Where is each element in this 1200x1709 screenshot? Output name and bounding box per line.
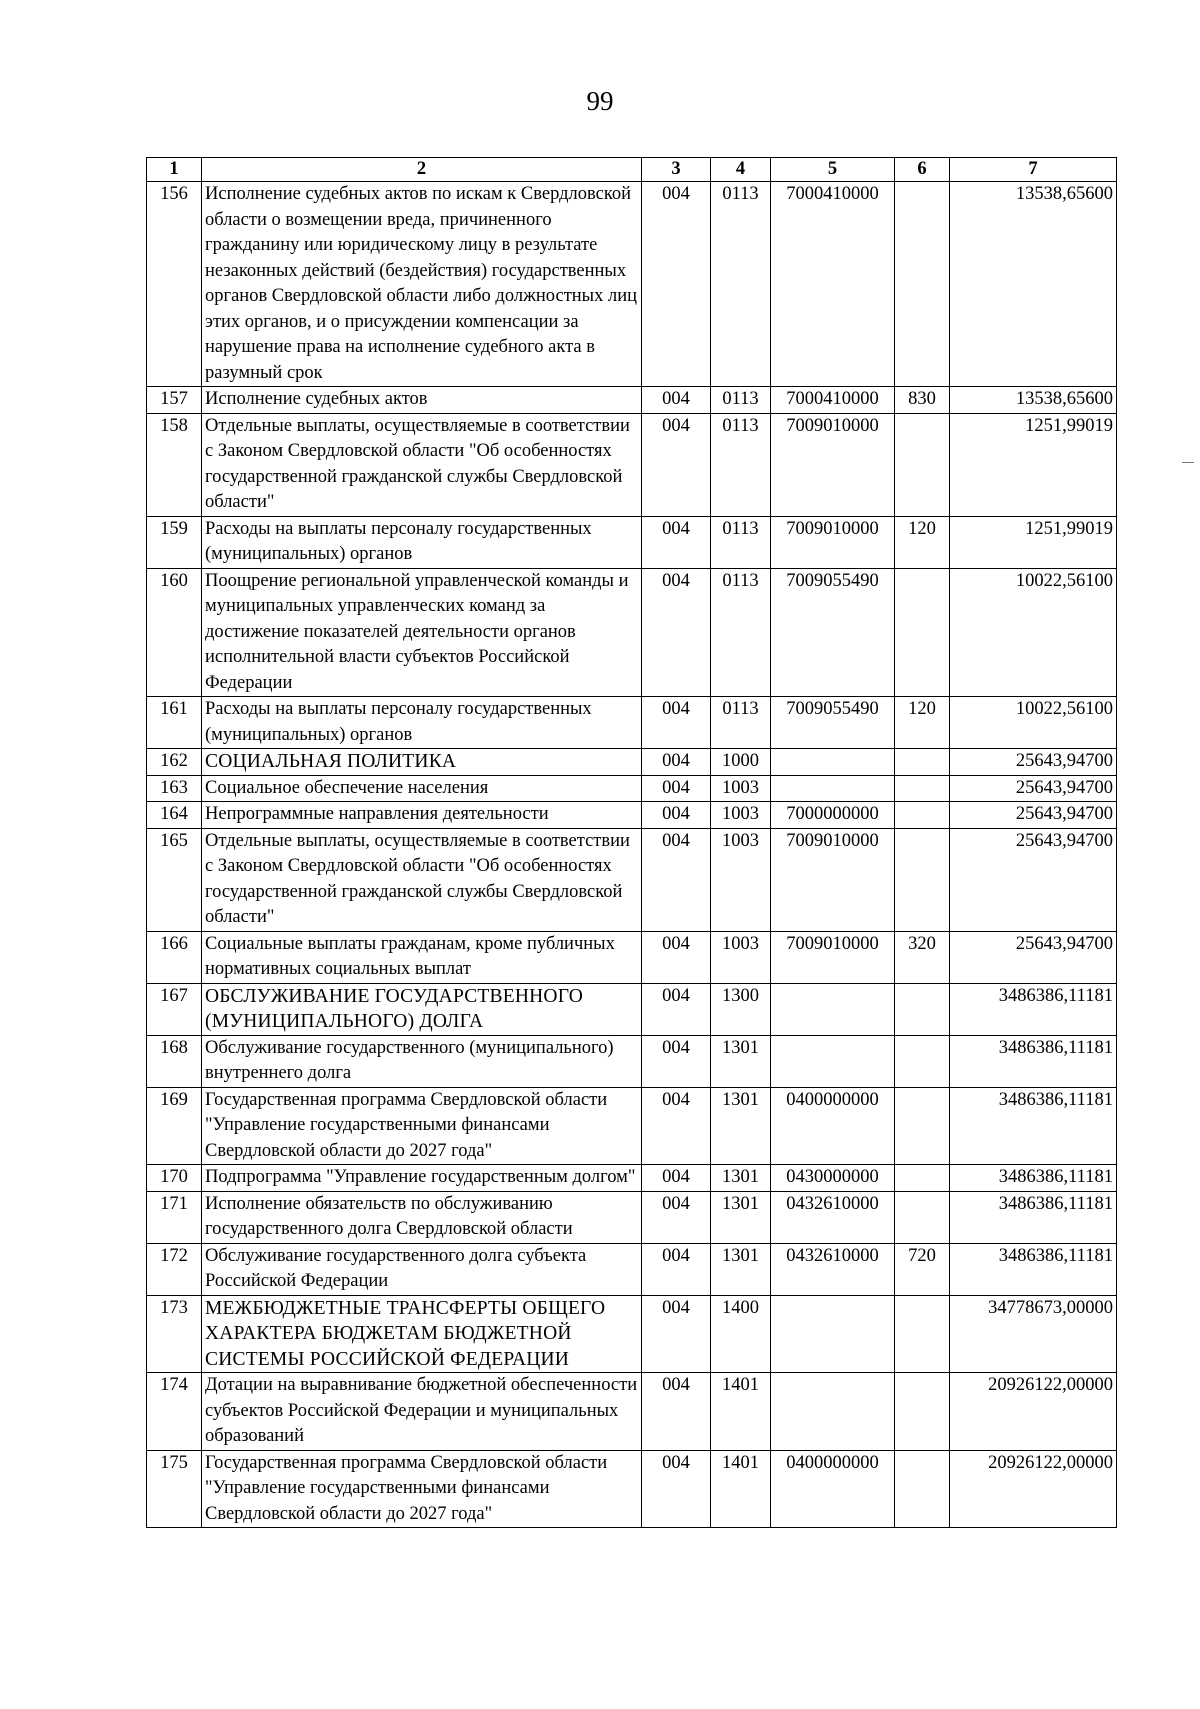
target-article-cell: 0400000000 — [771, 1450, 895, 1528]
section-code-cell: 1301 — [711, 1087, 771, 1165]
column-header: 3 — [642, 158, 711, 182]
amount-cell: 3486386,11181 — [950, 983, 1117, 1035]
section-code-cell: 1003 — [711, 931, 771, 983]
section-code-cell: 0113 — [711, 568, 771, 697]
table-row — [147, 516, 1117, 568]
expense-type-cell: 120 — [895, 697, 950, 749]
row-number-cell: 156 — [147, 182, 202, 387]
item-name-cell: Подпрограмма "Управление государственным долгом" — [202, 1165, 642, 1192]
table-row — [147, 749, 1117, 776]
amount-cell: 13538,65600 — [950, 387, 1117, 414]
row-number-cell: 163 — [147, 775, 202, 802]
expense-type-cell — [895, 1087, 950, 1165]
item-name-cell: Расходы на выплаты персоналу государственных (муниципальных) органов — [202, 516, 642, 568]
department-code-cell: 004 — [642, 1035, 711, 1087]
department-code-cell: 004 — [642, 749, 711, 776]
section-code-cell: 1301 — [711, 1191, 771, 1243]
row-number-cell: 173 — [147, 1295, 202, 1373]
item-name-cell: Отдельные выплаты, осуществляемые в соответствии с Законом Свердловской области "Об особенностях государственной гражданской службы Свердловской области" — [202, 828, 642, 931]
table-row — [147, 1243, 1117, 1295]
section-code-cell: 1400 — [711, 1295, 771, 1373]
department-code-cell: 004 — [642, 387, 711, 414]
target-article-cell: 7009055490 — [771, 568, 895, 697]
department-code-cell: 004 — [642, 828, 711, 931]
row-number-cell: 168 — [147, 1035, 202, 1087]
table-row — [147, 775, 1117, 802]
item-name-cell: Обслуживание государственного (муниципального) внутреннего долга — [202, 1035, 642, 1087]
department-code-cell: 004 — [642, 775, 711, 802]
expense-type-cell — [895, 413, 950, 516]
item-name-cell: Социальные выплаты гражданам, кроме публичных нормативных социальных выплат — [202, 931, 642, 983]
department-code-cell: 004 — [642, 1191, 711, 1243]
expense-type-cell — [895, 775, 950, 802]
expense-type-cell — [895, 1035, 950, 1087]
row-number-cell: 158 — [147, 413, 202, 516]
amount-cell: 20926122,00000 — [950, 1373, 1117, 1451]
amount-cell: 10022,56100 — [950, 697, 1117, 749]
table-row — [147, 802, 1117, 829]
amount-cell: 25643,94700 — [950, 775, 1117, 802]
expense-type-cell: 720 — [895, 1243, 950, 1295]
target-article-cell — [771, 1035, 895, 1087]
column-header: 6 — [895, 158, 950, 182]
row-number-cell: 162 — [147, 749, 202, 776]
department-code-cell: 004 — [642, 983, 711, 1035]
expense-type-cell — [895, 983, 950, 1035]
amount-cell: 3486386,11181 — [950, 1035, 1117, 1087]
item-name-cell: Дотации на выравнивание бюджетной обеспеченности субъектов Российской Федерации и муниципальных образований — [202, 1373, 642, 1451]
row-number-cell: 160 — [147, 568, 202, 697]
amount-cell: 3486386,11181 — [950, 1191, 1117, 1243]
amount-cell: 25643,94700 — [950, 828, 1117, 931]
department-code-cell: 004 — [642, 1373, 711, 1451]
section-code-cell: 0113 — [711, 516, 771, 568]
expense-type-cell — [895, 749, 950, 776]
table-row — [147, 1191, 1117, 1243]
item-name-cell: Исполнение обязательств по обслуживанию государственного долга Свердловской области — [202, 1191, 642, 1243]
section-code-cell: 1300 — [711, 983, 771, 1035]
row-number-cell: 174 — [147, 1373, 202, 1451]
department-code-cell: 004 — [642, 1087, 711, 1165]
table-row — [147, 828, 1117, 931]
item-name-cell: ОБСЛУЖИВАНИЕ ГОСУДАРСТВЕННОГО (МУНИЦИПАЛЬНОГО) ДОЛГА — [202, 983, 642, 1035]
item-name-cell: Социальное обеспечение населения — [202, 775, 642, 802]
expense-type-cell — [895, 1450, 950, 1528]
expense-type-cell — [895, 1373, 950, 1451]
table-row — [147, 1165, 1117, 1192]
section-code-cell: 1401 — [711, 1450, 771, 1528]
amount-cell: 34778673,00000 — [950, 1295, 1117, 1373]
table-header-row — [147, 158, 1117, 182]
department-code-cell: 004 — [642, 1165, 711, 1192]
item-name-cell: Обслуживание государственного долга субъекта Российской Федерации — [202, 1243, 642, 1295]
expense-type-cell — [895, 1191, 950, 1243]
section-code-cell: 1003 — [711, 775, 771, 802]
target-article-cell: 0430000000 — [771, 1165, 895, 1192]
section-code-cell: 0113 — [711, 387, 771, 414]
target-article-cell: 7009010000 — [771, 828, 895, 931]
section-code-cell: 1301 — [711, 1035, 771, 1087]
target-article-cell: 7000000000 — [771, 802, 895, 829]
table-row — [147, 1373, 1117, 1451]
row-number-cell: 169 — [147, 1087, 202, 1165]
row-number-cell: 164 — [147, 802, 202, 829]
section-code-cell: 1401 — [711, 1373, 771, 1451]
expense-type-cell — [895, 1165, 950, 1192]
item-name-cell: МЕЖБЮДЖЕТНЫЕ ТРАНСФЕРТЫ ОБЩЕГО ХАРАКТЕРА БЮДЖЕТАМ БЮДЖЕТНОЙ СИСТЕМЫ РОССИЙСКОЙ ФЕДЕРАЦИИ — [202, 1295, 642, 1373]
department-code-cell: 004 — [642, 802, 711, 829]
target-article-cell — [771, 775, 895, 802]
table-row — [147, 1450, 1117, 1528]
department-code-cell: 004 — [642, 182, 711, 387]
amount-cell: 1251,99019 — [950, 413, 1117, 516]
item-name-cell: Поощрение региональной управленческой команды и муниципальных управленческих команд за достижение показателей деятельности органов исполнительной власти субъектов Российской Федерации — [202, 568, 642, 697]
row-number-cell: 161 — [147, 697, 202, 749]
table-body — [147, 182, 1117, 1528]
row-number-cell: 159 — [147, 516, 202, 568]
expense-type-cell: 830 — [895, 387, 950, 414]
table-row — [147, 697, 1117, 749]
item-name-cell: Государственная программа Свердловской области "Управление государственными финансами Свердловской области до 2027 года" — [202, 1087, 642, 1165]
expense-type-cell — [895, 802, 950, 829]
item-name-cell: СОЦИАЛЬНАЯ ПОЛИТИКА — [202, 749, 642, 776]
target-article-cell — [771, 1373, 895, 1451]
expense-type-cell: 320 — [895, 931, 950, 983]
item-name-cell: Расходы на выплаты персоналу государственных (муниципальных) органов — [202, 697, 642, 749]
amount-cell: 13538,65600 — [950, 182, 1117, 387]
target-article-cell: 7009055490 — [771, 697, 895, 749]
section-code-cell: 1003 — [711, 828, 771, 931]
target-article-cell: 7009010000 — [771, 413, 895, 516]
department-code-cell: 004 — [642, 568, 711, 697]
row-number-cell: 165 — [147, 828, 202, 931]
target-article-cell — [771, 1295, 895, 1373]
target-article-cell — [771, 749, 895, 776]
department-code-cell: 004 — [642, 931, 711, 983]
item-name-cell: Исполнение судебных актов — [202, 387, 642, 414]
scan-mark — [1182, 462, 1194, 463]
department-code-cell: 004 — [642, 697, 711, 749]
department-code-cell: 004 — [642, 413, 711, 516]
expense-type-cell — [895, 568, 950, 697]
target-article-cell: 7009010000 — [771, 931, 895, 983]
table-row — [147, 983, 1117, 1035]
target-article-cell: 0432610000 — [771, 1191, 895, 1243]
target-article-cell: 7009010000 — [771, 516, 895, 568]
row-number-cell: 172 — [147, 1243, 202, 1295]
item-name-cell: Исполнение судебных актов по искам к Свердловской области о возмещении вреда, причиненного гражданину или юридическому лицу в результате незаконных действий (бездействия) государственных органов Свердловской области либо должностных лиц этих органов, и о присуждении компенсации за нарушение права на исполнение судебного акта в разумный срок — [202, 182, 642, 387]
amount-cell: 3486386,11181 — [950, 1243, 1117, 1295]
table-row — [147, 1087, 1117, 1165]
target-article-cell — [771, 983, 895, 1035]
table-row — [147, 931, 1117, 983]
amount-cell: 1251,99019 — [950, 516, 1117, 568]
table-row — [147, 182, 1117, 387]
table-row — [147, 568, 1117, 697]
item-name-cell: Государственная программа Свердловской области "Управление государственными финансами Свердловской области до 2027 года" — [202, 1450, 642, 1528]
section-code-cell: 1301 — [711, 1243, 771, 1295]
column-header: 5 — [771, 158, 895, 182]
table-row — [147, 1295, 1117, 1373]
table-row — [147, 387, 1117, 414]
target-article-cell: 0432610000 — [771, 1243, 895, 1295]
table-row — [147, 413, 1117, 516]
expense-type-cell — [895, 1295, 950, 1373]
department-code-cell: 004 — [642, 1450, 711, 1528]
amount-cell: 3486386,11181 — [950, 1165, 1117, 1192]
amount-cell: 25643,94700 — [950, 931, 1117, 983]
row-number-cell: 170 — [147, 1165, 202, 1192]
target-article-cell: 7000410000 — [771, 387, 895, 414]
amount-cell: 3486386,11181 — [950, 1087, 1117, 1165]
section-code-cell: 1000 — [711, 749, 771, 776]
item-name-cell: Непрограммные направления деятельности — [202, 802, 642, 829]
amount-cell: 10022,56100 — [950, 568, 1117, 697]
expense-type-cell — [895, 828, 950, 931]
row-number-cell: 157 — [147, 387, 202, 414]
column-header: 2 — [202, 158, 642, 182]
target-article-cell: 7000410000 — [771, 182, 895, 387]
row-number-cell: 175 — [147, 1450, 202, 1528]
table-row — [147, 1035, 1117, 1087]
section-code-cell: 0113 — [711, 697, 771, 749]
section-code-cell: 0113 — [711, 413, 771, 516]
amount-cell: 25643,94700 — [950, 802, 1117, 829]
row-number-cell: 171 — [147, 1191, 202, 1243]
department-code-cell: 004 — [642, 1295, 711, 1373]
row-number-cell: 167 — [147, 983, 202, 1035]
item-name-cell: Отдельные выплаты, осуществляемые в соответствии с Законом Свердловской области "Об особенностях государственной гражданской службы Свердловской области" — [202, 413, 642, 516]
amount-cell: 25643,94700 — [950, 749, 1117, 776]
column-header: 7 — [950, 158, 1117, 182]
row-number-cell: 166 — [147, 931, 202, 983]
section-code-cell: 1003 — [711, 802, 771, 829]
section-code-cell: 1301 — [711, 1165, 771, 1192]
section-code-cell: 0113 — [711, 182, 771, 387]
target-article-cell: 0400000000 — [771, 1087, 895, 1165]
expense-type-cell: 120 — [895, 516, 950, 568]
column-header: 1 — [147, 158, 202, 182]
budget-table — [146, 157, 1117, 1528]
department-code-cell: 004 — [642, 1243, 711, 1295]
department-code-cell: 004 — [642, 516, 711, 568]
page-number: 99 — [586, 86, 614, 116]
amount-cell: 20926122,00000 — [950, 1450, 1117, 1528]
expense-type-cell — [895, 182, 950, 387]
column-header: 4 — [711, 158, 771, 182]
